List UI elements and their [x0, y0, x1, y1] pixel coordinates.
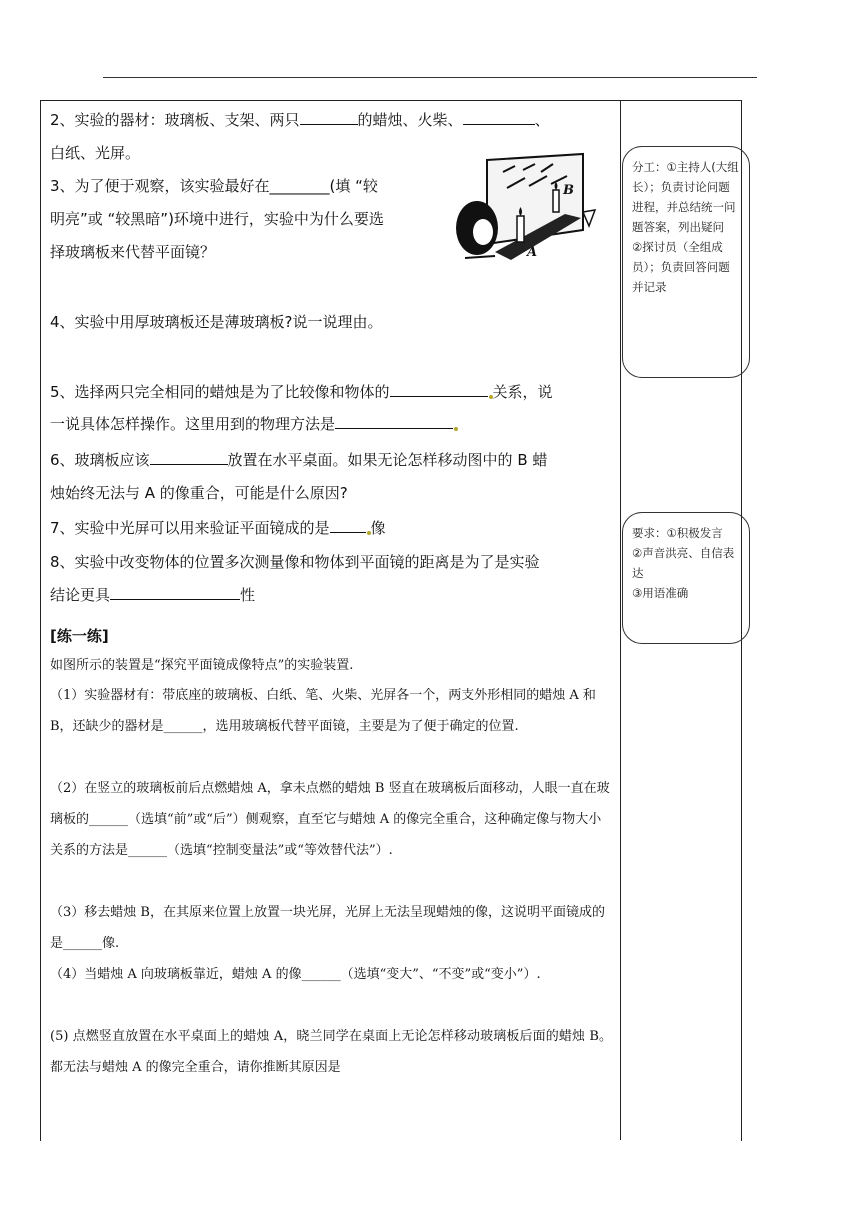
question-2-cont: 白纸、光屏。	[50, 144, 141, 162]
blank	[463, 106, 535, 125]
practice-item-2: （2）在竖立的玻璃板前后点燃蜡烛 A，拿未点燃的蜡烛 B 竖直在玻璃板后面移动，人眼一直在玻璃板的______（选填“前”或“后”）侧观察，直至它与蜡烛 A 的像完全重合，这种确定像与物大小关系的方法是______（选填“控制变量法”或“等效替代法”）.	[50, 781, 610, 858]
header-rule	[103, 77, 757, 78]
question-2: 2、实验的器材：玻璃板、支架、两只 的蜡烛、火柴、 、	[50, 104, 550, 137]
label-b: B	[563, 183, 574, 198]
question-8-line1: 8、实验中改变物体的位置多次测量像和物体到平面镜的距离是为了是实验	[50, 553, 540, 571]
question-6-line1: 6、玻璃板应该 放置在水平桌面。如果无论怎样移动图中的 B 蜡	[50, 444, 547, 477]
question-5-line2: 一说具体怎样操作。这里用到的物理方法是	[50, 408, 458, 441]
column-divider	[620, 100, 621, 1140]
blank	[110, 581, 240, 600]
practice-item-4: （4）当蜡烛 A 向玻璃板靠近，蜡烛 A 的像______（选填“变大”、“不变”或“变小”）.	[50, 967, 541, 982]
practice-item-5: (5) 点燃竖直放置在水平桌面上的蜡烛 A，晓兰同学在桌面上无论怎样移动玻璃板后面的蜡烛 B。都无法与蜡烛 A 的像完全重合，请你推断其原因是	[50, 1029, 612, 1075]
blank	[330, 514, 366, 533]
question-8-line2: 结论更具 性	[50, 579, 255, 612]
blank	[300, 106, 358, 125]
mirror-experiment-illustration	[455, 152, 605, 270]
question-3-line1: 3、为了便于观察，该实验最好在________(填 “较	[50, 177, 378, 195]
label-a: A	[527, 245, 538, 260]
question-3-line2: 明亮”或 “较黑暗”)环境中进行，实验中为什么要选	[50, 210, 384, 228]
practice-item-3: （3）移去蜡烛 B，在其原来位置上放置一块光屏，光屏上无法呈现蜡烛的像，这说明平面镜成的是______像.	[50, 905, 605, 951]
blank	[390, 378, 488, 397]
question-7: 7、实验中光屏可以用来验证平面镜成的是 像	[50, 512, 386, 545]
division-note: 分工：①主持人(大组长）；负责讨论问题进程，并总结统一问题答案，列出疑问 ②探讨员（全组成员）；负责回答问题并记录	[622, 146, 750, 378]
blank	[335, 410, 453, 429]
question-4: 4、实验中用厚玻璃板还是薄玻璃板?说一说理由。	[50, 313, 383, 331]
question-5-line1: 5、选择两只完全相同的蜡烛是为了比较像和物体的 关系，说	[50, 376, 553, 409]
requirements-note: 要求：①积极发言 ②声音洪亮、自信表达 ③用语准确	[622, 512, 750, 644]
question-6-line2: 烛始终无法与 A 的像重合，可能是什么原因?	[50, 484, 348, 502]
practice-item-1: （1）实验器材有：带底座的玻璃板、白纸、笔、火柴、光屏各一个，两支外形相同的蜡烛 A 和 B，还缺少的器材是______，选用玻璃板代替平面镜，主要是为了便于确定的位置.	[50, 688, 596, 734]
practice-heading: [练一练]	[50, 627, 109, 645]
dot-mark	[454, 427, 458, 431]
blank	[150, 446, 228, 465]
question-3-line3: 择玻璃板来代替平面镜？	[50, 243, 216, 261]
practice-intro: 如图所示的装置是“探究平面镜成像特点”的实验装置.	[50, 658, 354, 673]
